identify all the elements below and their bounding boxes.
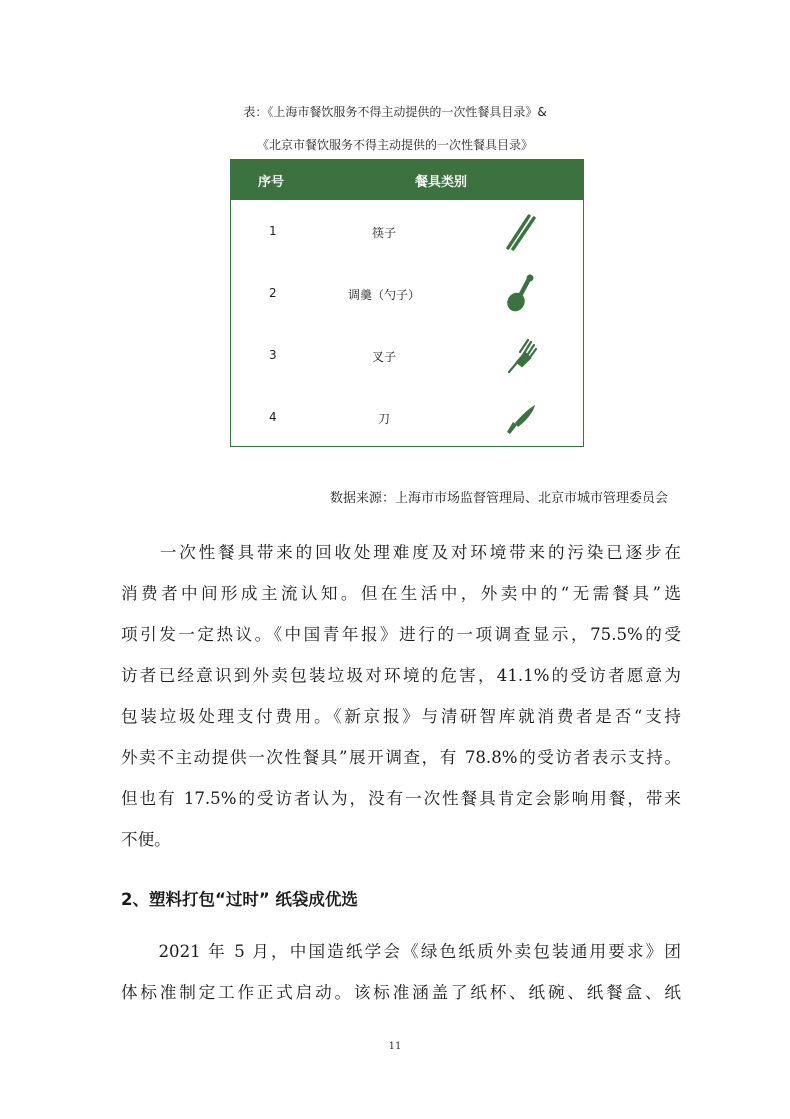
row-number: 4 <box>269 410 277 424</box>
row-name: 叉子 <box>371 350 396 364</box>
row-number: 2 <box>269 286 277 300</box>
paragraph-line: 2021 年 5 月，中国造纸学会《绿色纸质外卖包装通用要求》团 <box>121 942 681 961</box>
row-number: 3 <box>269 348 277 362</box>
knife-icon <box>501 396 541 438</box>
paragraph-line: 不便。 <box>121 830 171 849</box>
row-number: 1 <box>269 224 277 238</box>
table-row <box>231 386 582 448</box>
table-caption-line1: 表：《上海市餐饮服务不得主动提供的一次性餐具目录》& <box>243 105 547 119</box>
paragraph-line: 一次性餐具带来的回收处理难度及对环境带来的污染已逐步在 <box>121 543 681 562</box>
paragraph-line: 但也有 17.5%的受访者认为，没有一次性餐具肯定会影响用餐，带来 <box>121 789 681 808</box>
paragraph-2 <box>121 931 681 1013</box>
table-row <box>231 200 582 262</box>
table-row <box>231 324 582 386</box>
section-heading: 2、塑料打包“过时” 纸袋成优选 <box>121 890 358 909</box>
table-caption-line2: 《北京市餐饮服务不得主动提供的一次性餐具目录》 <box>256 138 533 152</box>
tableware-table <box>230 159 584 447</box>
paragraph-1 <box>121 532 681 860</box>
header-category: 餐具类别 <box>415 175 468 190</box>
row-name: 刀 <box>377 412 390 426</box>
paragraph-line: 外卖不主动提供一次性餐具”展开调查，有 78.8%的受访者表示支持。 <box>121 748 681 767</box>
paragraph-line: 消费者中间形成主流认知。但在生活中，外卖中的“无需餐具”选 <box>121 584 681 603</box>
chopsticks-icon <box>501 210 541 252</box>
row-name: 调羹（勺子） <box>347 288 420 302</box>
table-row <box>231 262 582 324</box>
fork-icon <box>501 334 541 376</box>
spoon-icon <box>501 272 541 314</box>
header-number: 序号 <box>258 175 285 190</box>
paragraph-line: 包装垃圾处理支付费用。《新京报》与清研智库就消费者是否“支持 <box>121 707 681 726</box>
page-number: 11 <box>388 1041 402 1052</box>
paragraph-line: 项引发一定热议。《中国青年报》进行的一项调查显示，75.5%的受 <box>121 625 681 644</box>
data-source: 数据来源：上海市市场监督管理局、北京市城市管理委员会 <box>329 491 668 506</box>
paragraph-line: 访者已经意识到外卖包装垃圾对环境的危害，41.1%的受访者愿意为 <box>121 666 681 685</box>
table-header <box>231 160 583 200</box>
row-name: 筷子 <box>371 226 396 240</box>
paragraph-line: 体标准制定工作正式启动。该标准涵盖了纸杯、纸碗、纸餐盒、纸 <box>121 983 681 1002</box>
